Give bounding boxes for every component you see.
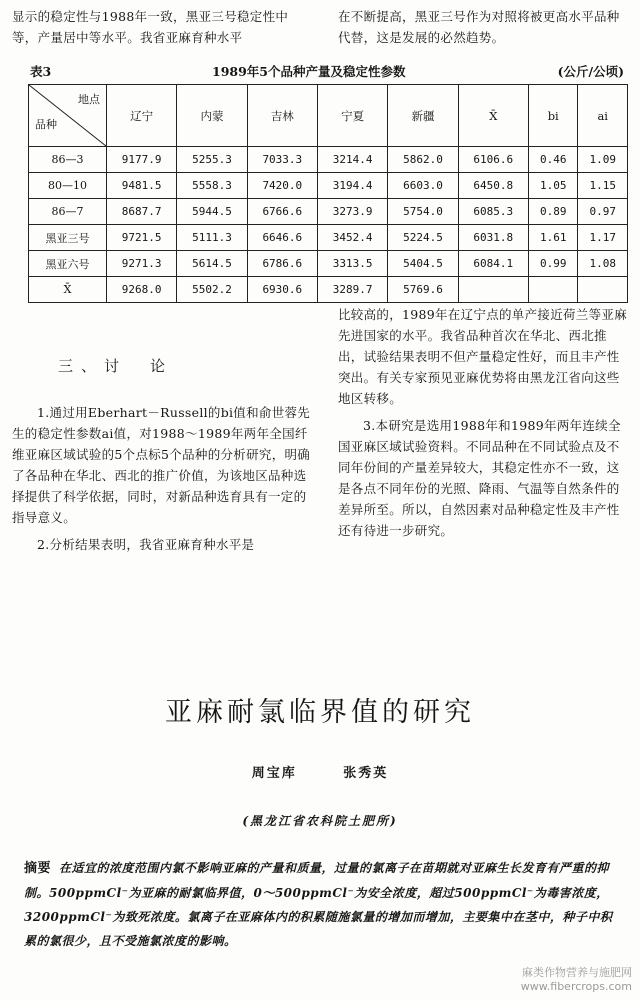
table-cell: 7420.0 — [247, 173, 317, 199]
row-variety-name: 86—7 — [29, 199, 107, 225]
table-cell: 6930.6 — [247, 277, 317, 303]
col-header: 辽宁 — [107, 85, 177, 147]
col-header: bi — [528, 85, 578, 147]
table-cell: 6450.8 — [458, 173, 528, 199]
table-cell — [458, 277, 528, 303]
table-cell: 5224.5 — [388, 225, 458, 251]
table-cell: 5255.3 — [177, 147, 247, 173]
table-cell: 6084.1 — [458, 251, 528, 277]
watermark-line-2: www.fibercrops.com — [520, 980, 632, 993]
table-cell: 3194.4 — [317, 173, 387, 199]
table-title: 1989年5个品种产量及稳定性参数 — [212, 64, 406, 79]
table-cell: 5404.5 — [388, 251, 458, 277]
table-cell: 5614.5 — [177, 251, 247, 277]
table-cell: 5111.3 — [177, 225, 247, 251]
table-cell: 1.05 — [528, 173, 578, 199]
table-cell: 3273.9 — [317, 199, 387, 225]
col-header: X̄ — [458, 85, 528, 147]
table-cell: 8687.7 — [107, 199, 177, 225]
table-row — [29, 173, 628, 199]
table-cell: 3313.5 — [317, 251, 387, 277]
table-cell: 3452.4 — [317, 225, 387, 251]
intro-right-column — [338, 6, 630, 48]
intro-left-text: 显示的稳定性与1988年一致，黑亚三号稳定性中等，产量居中等水平。我省亚麻育种水平 — [12, 9, 289, 45]
table-cell: 5769.6 — [388, 277, 458, 303]
abstract — [24, 856, 624, 953]
table-cell: 5862.0 — [388, 147, 458, 173]
row-variety-name: X̄ — [29, 277, 107, 303]
table-cell: 0.89 — [528, 199, 578, 225]
col-header: 新疆 — [388, 85, 458, 147]
table-cell: 7033.3 — [247, 147, 317, 173]
table-cell: 5754.0 — [388, 199, 458, 225]
section-heading: 三、讨 论 — [58, 357, 174, 375]
table-cell: 1.08 — [578, 251, 628, 277]
table-cell — [578, 277, 628, 303]
corner-variety-label: 品种 — [35, 118, 57, 131]
article-affiliation: (黑龙江省农科院土肥所) — [242, 814, 398, 828]
table-cell: 9481.5 — [107, 173, 177, 199]
col-header: 内蒙 — [177, 85, 247, 147]
table-cell: 9721.5 — [107, 225, 177, 251]
table-cell: 6031.8 — [458, 225, 528, 251]
table-cell: 3214.4 — [317, 147, 387, 173]
table-cell: 3289.7 — [317, 277, 387, 303]
table-cell: 0.97 — [578, 199, 628, 225]
abstract-label: 摘要 — [24, 861, 52, 876]
discussion-right-column — [338, 304, 630, 541]
watermark-line-1: 麻类作物营养与施肥网 — [522, 966, 632, 979]
discussion-paragraph-2-start: 2.分析结果表明，我省亚麻育种水平是 — [37, 537, 255, 552]
article-title: 亚麻耐氯临界值的研究 — [165, 697, 475, 728]
table-cell: 6766.6 — [247, 199, 317, 225]
table-cell: 6603.0 — [388, 173, 458, 199]
col-header: 宁夏 — [317, 85, 387, 147]
table-cell: 9177.9 — [107, 147, 177, 173]
corner-location-label: 地点 — [78, 93, 100, 106]
table-cell: 0.46 — [528, 147, 578, 173]
table-cell — [528, 277, 578, 303]
discussion-paragraph-3: 3.本研究是选用1988年和1989年两年连续全国亚麻区域试验资料。不同品种在不同试验点及不同年份间的产量差异较大，其稳定性亦不一致，这是各点不同年份的光照、降雨、气温等自然条件的差异所至。所以，自然因素对品种稳定性及丰产性还有待进一步研究。 — [338, 418, 621, 538]
col-header: 吉林 — [247, 85, 317, 147]
yield-stability-table — [28, 84, 628, 303]
discussion-left-column — [12, 402, 312, 555]
table-header-row — [29, 85, 628, 147]
discussion-paragraph-2-continued: 比较高的，1989年在辽宁点的单产接近荷兰等亚麻先进国家的水平。我省品种首次在华北、西北推出，试验结果表明不但产量稳定性好，而且丰产性突出。有关专家预见亚麻优势将由黑龙江省向这些地区转移。 — [338, 307, 628, 406]
table-row — [29, 277, 628, 303]
table-row — [29, 225, 628, 251]
table-cell: 1.09 — [578, 147, 628, 173]
table-cell: 1.61 — [528, 225, 578, 251]
table-cell: 6786.6 — [247, 251, 317, 277]
table-caption — [12, 62, 630, 82]
row-variety-name: 黑亚三号 — [29, 225, 107, 251]
row-variety-name: 86—3 — [29, 147, 107, 173]
table-cell: 6106.6 — [458, 147, 528, 173]
table-cell: 5558.3 — [177, 173, 247, 199]
row-variety-name: 黑亚六号 — [29, 251, 107, 277]
table-label: 表3 — [30, 64, 52, 79]
table-cell: 9268.0 — [107, 277, 177, 303]
col-header: ai — [578, 85, 628, 147]
table-cell: 1.15 — [578, 173, 628, 199]
table-cell: 0.99 — [528, 251, 578, 277]
article-authors: 周宝库 张秀英 — [251, 766, 389, 781]
table-row — [29, 199, 628, 225]
table-row — [29, 147, 628, 173]
table-corner-cell — [29, 85, 107, 147]
table-cell: 1.17 — [578, 225, 628, 251]
table-cell: 6646.6 — [247, 225, 317, 251]
row-variety-name: 80—10 — [29, 173, 107, 199]
table-cell: 9271.3 — [107, 251, 177, 277]
intro-right-text: 在不断提高，黑亚三号作为对照将被更高水平品种代替，这是发展的必然趋势。 — [338, 9, 620, 45]
intro-left-column — [12, 6, 312, 48]
table-cell: 6085.3 — [458, 199, 528, 225]
table-row — [29, 251, 628, 277]
abstract-text: 在适宜的浓度范围内氯不影响亚麻的产量和质量，过量的氯离子在苗期就对亚麻生长发育有严重的抑制。500ppmCl⁻为亚麻的耐氯临界值，0～500ppmCl⁻为安全浓度，超过500ppmCl⁻为毒害浓度，3200ppmCl⁻为致死浓度。氯离子在亚麻体内的积累随施氯量的增加而增加，主要集中在茎中，种子中积累的氯很少，且不受施氯浓度的影响。 — [24, 861, 613, 948]
table-cell: 5944.5 — [177, 199, 247, 225]
discussion-paragraph-1: 1.通过用Eberhart－Russell的bi值和俞世蓉先生的稳定性参数ai值，对1988～1989年两年全国纤维亚麻区域试验的5个点标5个品种的分析研究，明确了各品种在华北、西北的推广价值，为该地区品种选择提供了科学依据，同时，对新品种选育具有一定的指导意义。 — [12, 405, 311, 525]
watermark — [521, 966, 632, 994]
table-unit: (公斤/公顷) — [557, 64, 624, 79]
table-cell: 5502.2 — [177, 277, 247, 303]
